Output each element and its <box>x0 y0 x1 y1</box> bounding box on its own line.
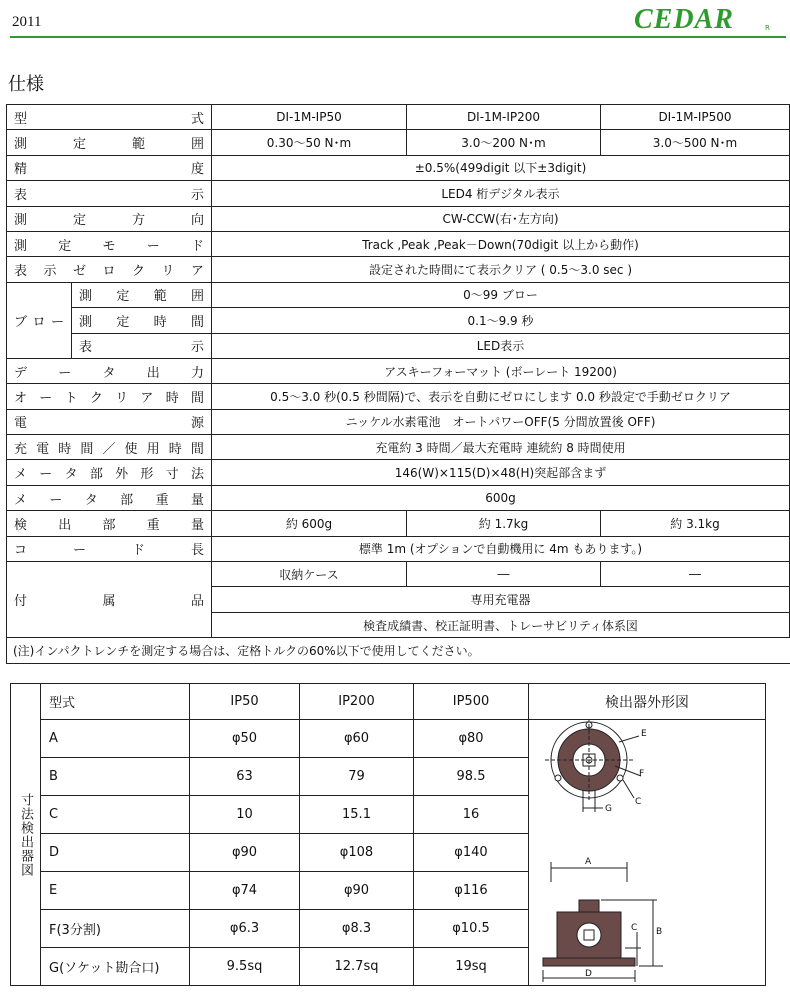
range-ip500: 3.0～500 N･m <box>601 130 790 155</box>
label-char: メ <box>14 467 28 483</box>
spec-label <box>14 514 204 533</box>
dim-row-label: F(3分割) <box>41 910 190 948</box>
spec-sublabel <box>79 336 204 355</box>
dim-cell: 9.5sq <box>190 948 300 986</box>
spec-label <box>14 590 204 609</box>
drawing-label-b: B <box>656 927 663 937</box>
spec-label <box>14 387 204 406</box>
section-title: 仕様 <box>8 74 44 95</box>
model-ip500: DI-1M-IP500 <box>601 105 790 130</box>
spec-label <box>14 158 204 177</box>
dim-row-label: G(ソケット勘合口) <box>41 948 190 986</box>
dim-cell: 12.7sq <box>300 948 414 986</box>
label-char: 測 <box>14 238 28 254</box>
label-char: 検 <box>14 517 28 533</box>
label-char: ド <box>190 238 204 254</box>
label-char: ブ <box>14 314 28 330</box>
dim-row-label: C <box>41 796 190 834</box>
spec-row-zero-clear <box>7 257 790 282</box>
label-char: 時 <box>153 314 167 330</box>
dim-cell: φ8.3 <box>300 910 414 948</box>
mode-value: Track ,Peak ,Peak－Down(70digit 以上から動作) <box>212 231 790 256</box>
dim-row-label: A <box>41 720 190 758</box>
spec-row-mode <box>7 231 790 256</box>
detector-weight-ip500: 約 3.1kg <box>601 511 790 536</box>
label-char: ー <box>146 238 160 254</box>
label-char: 精 <box>14 162 28 178</box>
drawing-label-f: F <box>639 769 645 779</box>
label-char: ト <box>64 390 78 406</box>
label-char: 出 <box>58 517 72 533</box>
label-char: デ <box>14 365 28 381</box>
label-char: 源 <box>190 416 204 432</box>
label-char: メ <box>14 492 28 508</box>
spec-table <box>6 104 790 664</box>
label-char: 示 <box>190 340 204 356</box>
label-char: 長 <box>190 543 204 559</box>
detector-weight-ip50: 約 600g <box>212 511 407 536</box>
label-char: 表 <box>79 340 93 356</box>
spec-row-model <box>7 105 790 130</box>
dim-header-ip500: IP500 <box>414 684 529 720</box>
label-char: 使 <box>124 441 138 457</box>
spec-label <box>14 108 204 127</box>
dim-cell: φ116 <box>414 872 529 910</box>
spec-label <box>14 311 64 330</box>
label-char: 力 <box>190 365 204 381</box>
label-char: 部 <box>120 492 134 508</box>
detector-outline-drawing <box>529 720 766 985</box>
label-char: 間 <box>190 441 204 457</box>
label-char: ロ <box>102 264 116 280</box>
year-label: 2011 <box>12 14 42 30</box>
label-char: ー <box>58 365 72 381</box>
dim-cell: 10 <box>190 796 300 834</box>
drawing-label-c2: C <box>631 923 638 933</box>
drawing-label-e: E <box>641 729 647 739</box>
detector-boss <box>579 900 599 912</box>
spec-label <box>14 539 204 558</box>
blow-display-value: LED表示 <box>212 333 790 358</box>
note-text: (注)インパクトレンチを測定する場合は、定格トルクの60%以下で使用してください。 <box>7 638 790 663</box>
label-char: 表 <box>14 264 28 280</box>
spec-label <box>14 412 204 431</box>
spec-row-detector-weight <box>7 511 790 536</box>
dim-header-model: 型式 <box>41 684 190 720</box>
label-char: ー <box>50 314 64 330</box>
dim-row-label: B <box>41 758 190 796</box>
label-char: ロ <box>32 314 46 330</box>
label-char: 量 <box>190 517 204 533</box>
label-char: 形 <box>140 467 154 483</box>
spec-row-blow-display <box>7 333 790 358</box>
cord-value: 標準 1m (オプションで自動機用に 4m もあります。) <box>212 536 790 561</box>
label-char: 定 <box>72 213 86 229</box>
dim-row-a <box>11 720 766 758</box>
spec-row-meter-weight <box>7 485 790 510</box>
spec-label <box>14 209 204 228</box>
case-ip500: ― <box>601 562 790 587</box>
label-char: 式 <box>190 111 204 127</box>
label-char: 間 <box>80 441 94 457</box>
label-char: ア <box>140 390 154 406</box>
data-out-value: アスキーフォーマット (ボーレート 19200) <box>212 358 790 383</box>
dim-cell: 16 <box>414 796 529 834</box>
label-char: 電 <box>36 441 50 457</box>
label-char: ク <box>131 264 145 280</box>
dim-row-label: D <box>41 834 190 872</box>
range-ip200: 3.0～200 N･m <box>407 130 601 155</box>
dim-header-row <box>11 684 766 720</box>
spec-row-power <box>7 409 790 434</box>
spec-row-accuracy <box>7 155 790 180</box>
label-char: ア <box>190 264 204 280</box>
dim-cell: φ140 <box>414 834 529 872</box>
display-value: LED4 桁デジタル表示 <box>212 181 790 206</box>
direction-value: CW-CCW(右･左方向) <box>212 206 790 231</box>
dim-row-label: E <box>41 872 190 910</box>
mount-hole <box>617 775 623 781</box>
dim-side-label-cell <box>11 684 41 986</box>
spec-row-blow-time <box>7 308 790 333</box>
label-char: 定 <box>72 137 86 153</box>
label-char: リ <box>161 264 175 280</box>
label-char: タ <box>84 492 98 508</box>
case-ip200: ― <box>407 562 601 587</box>
label-char: 向 <box>190 213 204 229</box>
spec-row-charge <box>7 435 790 460</box>
label-char: 範 <box>153 289 167 305</box>
label-char: ー <box>39 390 53 406</box>
header-divider <box>10 36 786 38</box>
charge-value: 充電約 3 時間／最大充電時 連続約 8 時間使用 <box>212 435 790 460</box>
mount-hole <box>555 775 561 781</box>
blow-time-value: 0.1～9.9 秒 <box>212 308 790 333</box>
label-char: ド <box>131 543 145 559</box>
label-char: 間 <box>190 314 204 330</box>
label-char: 度 <box>190 162 204 178</box>
spec-label <box>14 438 204 457</box>
spec-row-meter-dim <box>7 460 790 485</box>
label-char: ー <box>49 492 63 508</box>
dim-cell: φ80 <box>414 720 529 758</box>
dim-header-ip50: IP50 <box>190 684 300 720</box>
label-char: モ <box>102 238 116 254</box>
dim-cell: 63 <box>190 758 300 796</box>
label-char: 囲 <box>190 289 204 305</box>
spec-sublabel <box>79 285 204 304</box>
zero-clear-value: 設定された時間にて表示クリア ( 0.5～3.0 sec ) <box>212 257 790 282</box>
spec-label <box>14 362 204 381</box>
label-char: 時 <box>168 441 182 457</box>
detector-flange <box>543 958 635 966</box>
dim-cell: 15.1 <box>300 796 414 834</box>
accuracy-value: ±0.5%(499digit 以下±3digit) <box>212 155 790 180</box>
label-char: 出 <box>146 365 160 381</box>
dim-cell: 79 <box>300 758 414 796</box>
meter-weight-value: 600g <box>212 485 790 510</box>
label-char: 表 <box>14 187 28 203</box>
label-char: ク <box>89 390 103 406</box>
detector-weight-ip200: 約 1.7kg <box>407 511 601 536</box>
label-char: 範 <box>131 137 145 153</box>
auto-clear-value: 0.5～3.0 秒(0.5 秒間隔)で、表示を自動にゼロにします 0.0 秒設定で手動ゼロクリア <box>212 384 790 409</box>
spec-row-note <box>7 638 790 663</box>
spec-row-range <box>7 130 790 155</box>
label-char: 法 <box>190 467 204 483</box>
label-char: 示 <box>190 187 204 203</box>
drawing-label-d: D <box>585 969 592 979</box>
label-char: 外 <box>115 467 129 483</box>
registered-mark: R <box>765 24 770 32</box>
dim-header-ip200: IP200 <box>300 684 414 720</box>
label-char: 定 <box>58 238 72 254</box>
label-char: 部 <box>89 467 103 483</box>
spec-row-case <box>7 562 790 587</box>
label-char: 量 <box>190 492 204 508</box>
label-char: 用 <box>146 441 160 457</box>
charger-value: 専用充電器 <box>212 587 790 612</box>
drawing-title: 検出器外形図 <box>529 684 766 720</box>
label-char: 方 <box>131 213 145 229</box>
label-char: コ <box>14 543 28 559</box>
label-char: 時 <box>58 441 72 457</box>
label-char: 時 <box>165 390 179 406</box>
dim-cell: φ90 <box>300 872 414 910</box>
label-char: ー <box>39 467 53 483</box>
power-value: ニッケル水素電池 オートパワーOFF(5 分間放置後 OFF) <box>212 409 790 434</box>
spec-label <box>14 133 204 152</box>
label-char: 測 <box>14 137 28 153</box>
drawing-label-a: A <box>585 857 592 867</box>
label-char: 型 <box>14 111 28 127</box>
label-char: タ <box>102 365 116 381</box>
drawing-label-c: C <box>635 797 642 807</box>
dim-cell: φ74 <box>190 872 300 910</box>
spec-label <box>14 260 204 279</box>
label-char: 重 <box>155 492 169 508</box>
label-char: 示 <box>43 264 57 280</box>
range-ip50: 0.30～50 N･m <box>212 130 407 155</box>
case-label: 収納ケース <box>212 562 407 587</box>
spec-row-display <box>7 181 790 206</box>
label-char: ー <box>72 543 86 559</box>
spec-row-cord <box>7 536 790 561</box>
dim-side-label: 寸法検出器図 <box>18 792 33 877</box>
label-char: オ <box>14 390 28 406</box>
label-char: 充 <box>14 441 28 457</box>
dimension-table <box>10 683 766 986</box>
spec-row-auto-clear <box>7 384 790 409</box>
blow-range-value: 0～99 ブロー <box>212 282 790 307</box>
label-char: 定 <box>116 289 130 305</box>
label-char: 測 <box>79 289 93 305</box>
dim-cell: φ108 <box>300 834 414 872</box>
dim-cell: φ6.3 <box>190 910 300 948</box>
label-char: 囲 <box>190 137 204 153</box>
spec-label <box>14 235 204 254</box>
label-char: ／ <box>102 441 116 457</box>
spec-label <box>14 463 204 482</box>
label-char: 寸 <box>165 467 179 483</box>
model-ip50: DI-1M-IP50 <box>212 105 407 130</box>
label-char: 定 <box>116 314 130 330</box>
dim-cell: φ10.5 <box>414 910 529 948</box>
label-char: 重 <box>146 517 160 533</box>
label-char: 品 <box>190 594 204 610</box>
certificates-value: 検査成績書、校正証明書、トレーサビリティ体系図 <box>212 612 790 637</box>
label-char: 測 <box>79 314 93 330</box>
label-char: 測 <box>14 213 28 229</box>
spec-row-data-out <box>7 358 790 383</box>
dim-cell: φ90 <box>190 834 300 872</box>
meter-dim-value: 146(W)×115(D)×48(H)突起部含まず <box>212 460 790 485</box>
dim-cell: 19sq <box>414 948 529 986</box>
label-char: タ <box>64 467 78 483</box>
dim-cell: φ60 <box>300 720 414 758</box>
detector-drawing-cell <box>529 720 766 986</box>
cedar-logo: CEDAR <box>634 4 734 35</box>
spec-row-direction <box>7 206 790 231</box>
label-char: 部 <box>102 517 116 533</box>
dim-cell: φ50 <box>190 720 300 758</box>
spec-label <box>14 184 204 203</box>
drawing-label-g: G <box>605 804 612 814</box>
label-char: リ <box>115 390 129 406</box>
spec-sublabel <box>79 311 204 330</box>
spec-row-blow-range <box>7 282 790 307</box>
model-ip200: DI-1M-IP200 <box>407 105 601 130</box>
label-char: 電 <box>14 416 28 432</box>
label-char: ゼ <box>72 264 86 280</box>
label-char: 間 <box>190 390 204 406</box>
spec-label <box>14 489 204 508</box>
label-char: 付 <box>14 594 28 610</box>
dim-cell: 98.5 <box>414 758 529 796</box>
label-char: 属 <box>102 594 116 610</box>
